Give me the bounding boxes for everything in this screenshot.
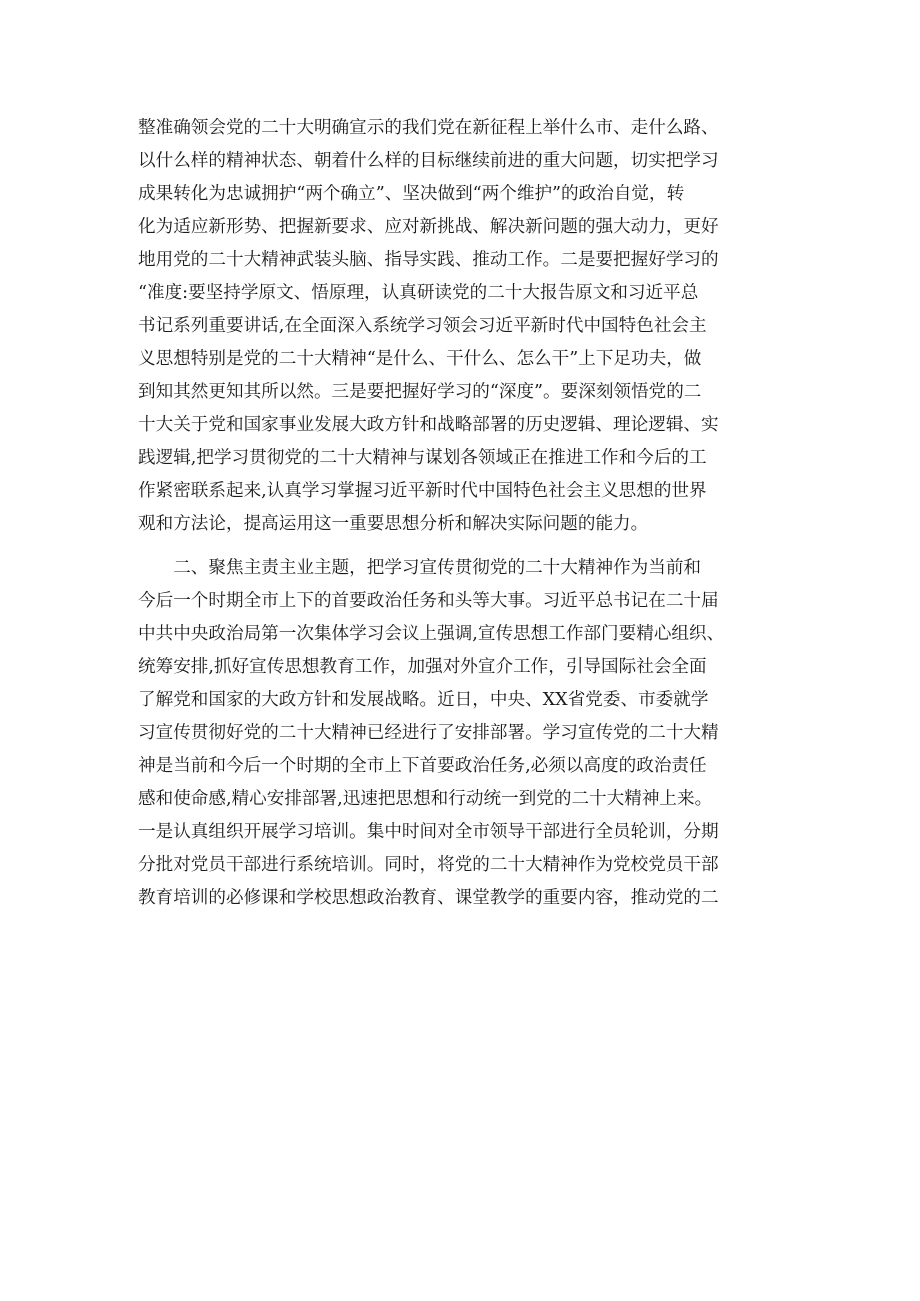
text-line: 地用党的二十大精神武装头脑、指导实践、推动工作。二是要把握好学习的 [138, 250, 719, 270]
paragraph-continued [138, 112, 798, 541]
text-line: 分批对党员干部进行系统培训。同时，将党的二十大精神作为党校党员干部 [138, 855, 719, 875]
text-line: 作紧密联系起来,认真学习掌握习近平新时代中国特色社会主义思想的世界 [138, 481, 707, 501]
text-line: 感和使命感,精心安排部署,迅速把思想和行动统一到党的二十大精神上来。 [138, 789, 713, 809]
text-line: 一是认真组织开展学习培训。集中时间对全市领导干部进行全员轮训，分期 [138, 822, 719, 842]
text-line: 二、聚焦主责主业主题，把学习宣传贯彻党的二十大精神作为当前和 [138, 558, 702, 578]
text-line: 书记系列重要讲话,在全面深入系统学习领会习近平新时代中国特色社会主 [138, 316, 707, 336]
text-line: 践逻辑,把学习贯彻党的二十大精神与谋划各领域正在推进工作和今后的工 [138, 448, 707, 468]
paragraph-two [138, 552, 798, 915]
text-line: 观和方法论，提高运用这一重要思想分析和解决实际问题的能力。 [138, 514, 649, 534]
text-line: 义思想特别是党的二十大精神“是什么、干什么、怎么干”上下足功夫，做 [138, 349, 702, 369]
text-line: 十大关于党和国家事业发展大政方针和战略部署的历史逻辑、理论逻辑、实 [138, 415, 719, 435]
text-line: 教育培训的必修课和学校思想政治教育、课堂教学的重要内容，推动党的二 [138, 888, 719, 908]
paragraph-gap [138, 541, 798, 552]
text-line: 神是当前和今后一个时期的全市上下首要政治任务,必须以高度的政治责任 [138, 756, 707, 776]
text-line: 今后一个时期全市上下的首要政治任务和头等大事。习近平总书记在二十届 [138, 591, 719, 611]
text-line: 成果转化为忠诚拥护“两个确立”、坚决做到“两个维护”的政治自觉，转 [138, 184, 685, 204]
text-line: 统筹安排,抓好宣传思想教育工作，加强对外宣介工作，引导国际社会全面 [138, 657, 707, 677]
text-line: 中共中央政治局第一次集体学习会议上强调,宣传思想工作部门要精心组织、 [138, 624, 725, 644]
document-body [138, 112, 798, 915]
text-line: “准度:要坚持学原文、悟原理，认真研读党的二十大报告原文和习近平总 [138, 283, 699, 303]
text-line: 整准确领会党的二十大明确宣示的我们党在新征程上举什么市、走什么路、 [138, 118, 719, 138]
text-line: 化为适应新形势、把握新要求、应对新挑战、解决新问题的强大动力，更好 [138, 217, 719, 237]
text-line: 到知其然更知其所以然。三是要把握好学习的“深度”。要深刻领悟党的二 [138, 382, 702, 402]
text-line: 习宣传贯彻好党的二十大精神已经进行了安排部署。学习宣传党的二十大精 [138, 723, 719, 743]
text-line: 了解党和国家的大政方针和发展战略。近日，中央、XX省党委、市委就学 [138, 690, 709, 710]
text-line: 以什么样的精神状态、朝着什么样的目标继续前进的重大问题，切实把学习 [138, 151, 719, 171]
